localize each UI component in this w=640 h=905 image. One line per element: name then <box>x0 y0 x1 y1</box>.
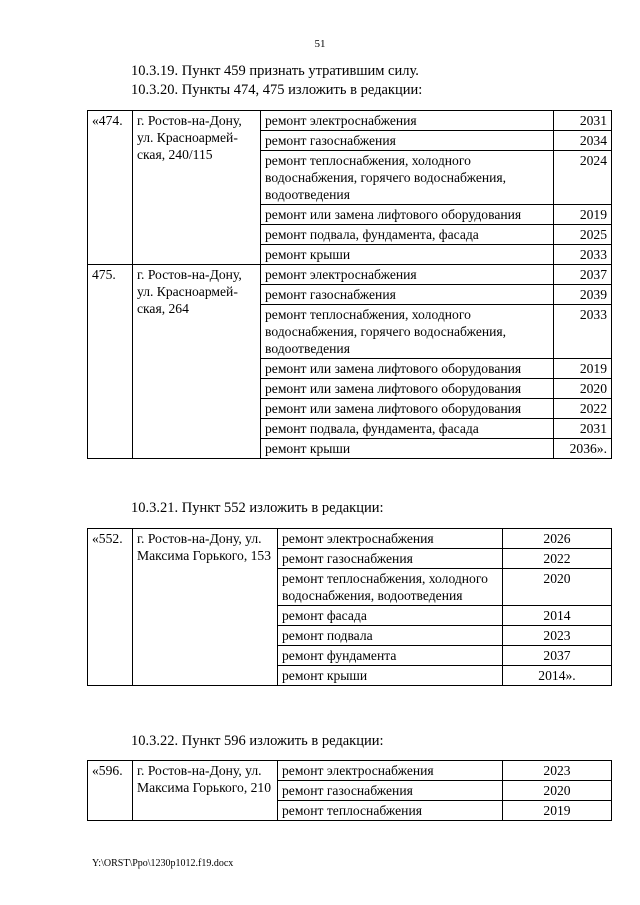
work-name: ремонт теплоснабжения, холодного водоснабжения, водоотведения <box>278 569 503 606</box>
work-year: 2037 <box>503 646 612 666</box>
work-year: 2022 <box>503 549 612 569</box>
work-name: ремонт фундамента <box>278 646 503 666</box>
footer-file-path: Y:\ORST\Ppo\1230p1012.f19.docx <box>92 858 234 869</box>
work-year: 2033 <box>554 305 612 359</box>
item-number: «474. <box>88 111 133 265</box>
paragraph-10-3-21: 10.3.21. Пункт 552 изложить в редакции: <box>131 500 384 516</box>
paragraph-10-3-20: 10.3.20. Пункты 474, 475 изложить в редакции: <box>131 82 423 98</box>
work-name: ремонт или замена лифтового оборудования <box>261 205 554 225</box>
work-name: ремонт газоснабжения <box>261 131 554 151</box>
work-year: 2019 <box>554 205 612 225</box>
work-year: 2019 <box>554 359 612 379</box>
page-number: 51 <box>314 38 326 50</box>
work-year: 2020 <box>503 569 612 606</box>
work-name: ремонт теплоснабжения <box>278 801 503 821</box>
work-year: 2020 <box>554 379 612 399</box>
work-year: 2023 <box>503 761 612 781</box>
work-year: 2034 <box>554 131 612 151</box>
work-year: 2039 <box>554 285 612 305</box>
item-number: «596. <box>88 761 133 821</box>
work-name: ремонт газоснабжения <box>278 781 503 801</box>
table-row <box>88 111 612 131</box>
table-item-596 <box>87 760 612 821</box>
work-name: ремонт подвала <box>278 626 503 646</box>
work-name: ремонт подвала, фундамента, фасада <box>261 419 554 439</box>
work-year: 2031 <box>554 419 612 439</box>
work-name: ремонт крыши <box>278 666 503 686</box>
work-year: 2019 <box>503 801 612 821</box>
item-address: г. Ростов-на-Дону, ул. Максима Горького, 153 <box>133 529 278 686</box>
work-year: 2014 <box>503 606 612 626</box>
item-address: г. Ростов-на-Дону, ул. Красноармей-ская, 240/115 <box>133 111 261 265</box>
work-name: ремонт или замена лифтового оборудования <box>261 359 554 379</box>
work-year: 2014». <box>503 666 612 686</box>
table-row <box>88 529 612 549</box>
work-year: 2025 <box>554 225 612 245</box>
table-row <box>88 265 612 285</box>
work-year: 2031 <box>554 111 612 131</box>
work-year: 2022 <box>554 399 612 419</box>
item-number: 475. <box>88 265 133 459</box>
item-address: г. Ростов-на-Дону, ул. Красноармей-ская, 264 <box>133 265 261 459</box>
work-year: 2033 <box>554 245 612 265</box>
work-name: ремонт электроснабжения <box>261 265 554 285</box>
table-item-552 <box>87 528 612 686</box>
work-name: ремонт фасада <box>278 606 503 626</box>
work-name: ремонт газоснабжения <box>261 285 554 305</box>
work-name: ремонт газоснабжения <box>278 549 503 569</box>
work-name: ремонт или замена лифтового оборудования <box>261 399 554 419</box>
work-year: 2023 <box>503 626 612 646</box>
work-name: ремонт теплоснабжения, холодного водоснабжения, горячего водоснабжения, водоотведения <box>261 151 554 205</box>
item-address: г. Ростов-на-Дону, ул. Максима Горького, 210 <box>133 761 278 821</box>
work-year: 2024 <box>554 151 612 205</box>
work-name: ремонт подвала, фундамента, фасада <box>261 225 554 245</box>
table-row <box>88 761 612 781</box>
work-name: ремонт теплоснабжения, холодного водоснабжения, горячего водоснабжения, водоотведения <box>261 305 554 359</box>
work-year: 2026 <box>503 529 612 549</box>
work-year: 2036». <box>554 439 612 459</box>
work-name: ремонт электроснабжения <box>278 761 503 781</box>
paragraph-10-3-19: 10.3.19. Пункт 459 признать утратившим силу. <box>131 63 419 79</box>
work-name: ремонт или замена лифтового оборудования <box>261 379 554 399</box>
table-items-474-475 <box>87 110 612 459</box>
work-name: ремонт крыши <box>261 439 554 459</box>
work-year: 2020 <box>503 781 612 801</box>
work-name: ремонт электроснабжения <box>278 529 503 549</box>
work-name: ремонт электроснабжения <box>261 111 554 131</box>
work-year: 2037 <box>554 265 612 285</box>
paragraph-10-3-22: 10.3.22. Пункт 596 изложить в редакции: <box>131 733 384 749</box>
work-name: ремонт крыши <box>261 245 554 265</box>
item-number: «552. <box>88 529 133 686</box>
